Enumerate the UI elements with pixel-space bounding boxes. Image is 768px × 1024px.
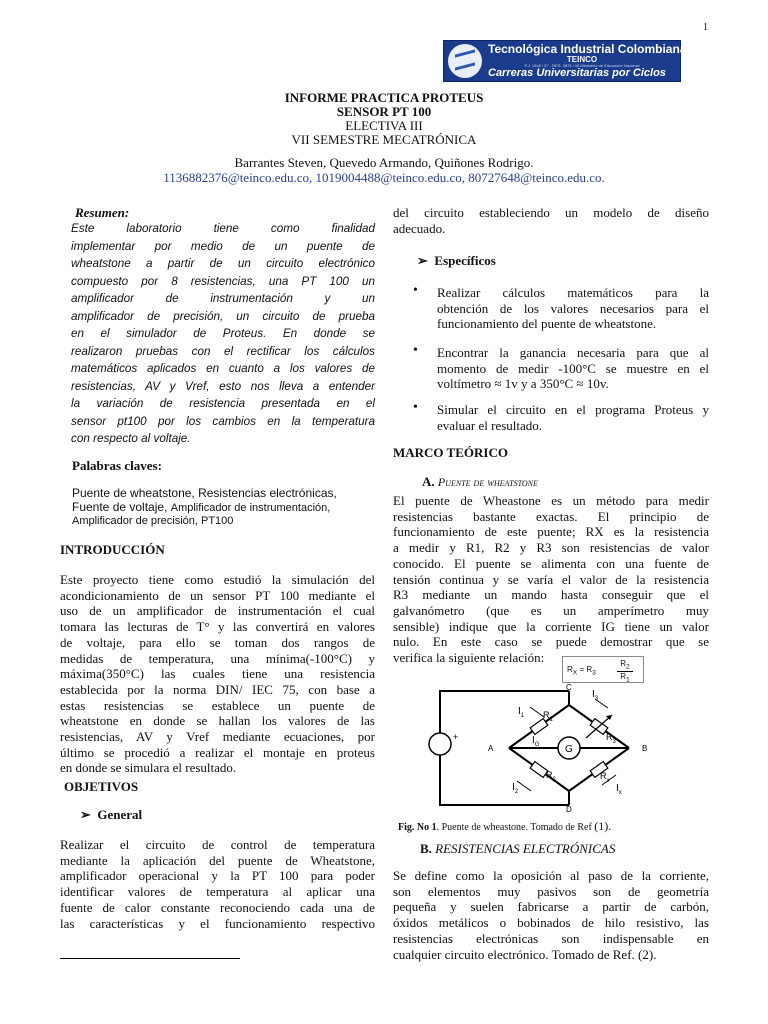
- text-line: resistencias electrónicas son indispensable en: [393, 930, 709, 946]
- text-line: con respecto al voltaje.: [71, 432, 191, 445]
- general-heading: [80, 807, 142, 823]
- section-b-text: [393, 868, 709, 962]
- section-b-heading: [420, 841, 615, 857]
- figure-caption: [398, 819, 611, 834]
- intro-heading: INTRODUCCIÓN: [60, 542, 165, 557]
- text-line: Este proyecto tiene como estudió la simulación del: [60, 572, 375, 587]
- text-line: resistencias, AV y Vref mediante ecuaciones, por: [60, 729, 375, 745]
- text-line: acondicionamiento de un sensor PT 100 mediante el: [60, 587, 375, 603]
- current-arrow-i1: [530, 707, 544, 717]
- text-line: wheatstone en donde se hallan los valores de las: [60, 713, 375, 729]
- figure-caption-text: . Puente de wheastone. Tomado de Ref: [436, 822, 595, 833]
- logo-line2: TEINCO: [566, 55, 598, 64]
- r1-symbol: R: [543, 710, 550, 720]
- footnote-divider: [60, 958, 240, 959]
- i1-symbol: I: [518, 706, 521, 717]
- current-arrow-i2: [517, 781, 531, 791]
- arrow-bullet-icon: ➢: [417, 253, 428, 268]
- text-line: la variación de resistencia presentada en el: [71, 397, 375, 410]
- continuation-text: [393, 205, 709, 236]
- formula-num-sub: 2: [626, 663, 630, 671]
- text-line: amplificador de precisión, un circuito de prueba: [71, 309, 375, 323]
- wheatstone-bridge-diagram: [420, 683, 680, 813]
- formula-denominator: [617, 672, 633, 684]
- text-line: a medir y R1, R2 y R3 son resistencias de valor: [393, 540, 709, 556]
- text-line: óxidos metálicos o bobinados de hilo resistivo, las: [393, 915, 709, 931]
- keywords-line2b: Amplificador de instrumentación,: [170, 502, 331, 514]
- text-line: funcionamiento del puente de wheatstone.: [437, 316, 657, 332]
- text-line: evaluar el resultado.: [437, 417, 543, 433]
- resistor-r1: [530, 719, 548, 735]
- formula-lhs-sub: X: [572, 669, 578, 677]
- ix-label: [616, 783, 622, 796]
- keywords-heading: Palabras claves:: [72, 458, 162, 473]
- text-line: de voltaje, para ello se toman dos rangos de: [60, 634, 375, 650]
- wire-bottom-left: [440, 755, 569, 805]
- text-line: mediante la aplicación del puente de Wheatstone,: [60, 852, 375, 868]
- node-b-label: B: [642, 744, 648, 753]
- especificos-heading-label: Específicos: [434, 253, 496, 268]
- objetivos-heading: OBJETIVOS: [64, 779, 139, 794]
- text-line: en donde se simulara el resultado.: [60, 760, 237, 776]
- figure-caption-label: Fig. No 1: [398, 822, 437, 833]
- title-line2: SENSOR PT 100: [336, 104, 432, 119]
- rx-symbol: R: [600, 771, 607, 781]
- text-line: las características y el funcionamiento respectivo: [60, 915, 375, 931]
- text-line: matemáticos aplicados en cuanto a los valores de: [71, 362, 375, 375]
- r3-symbol: R: [606, 732, 613, 742]
- text-line: conocido. El puente se alimenta con una fuente de: [393, 555, 709, 571]
- text-line: galvanómetro (que es un amperímetro muy: [393, 602, 709, 618]
- keywords-line3: Amplificador de precisión, PT100: [72, 515, 234, 527]
- text-line: Realizar cálculos matemáticos para la: [437, 285, 709, 300]
- node-d-label: D: [566, 805, 572, 813]
- i3-label: [592, 689, 599, 702]
- keywords-line2a: Fuente de voltaje,: [72, 500, 171, 514]
- r3-label: [606, 732, 617, 745]
- text-line: funcionamiento de este puente; RX es la resistencia: [393, 524, 709, 540]
- resumen-heading: Resumen:: [75, 205, 130, 220]
- text-line: establecida por la norma DIN/ IEC 75, con base a: [60, 681, 375, 697]
- ix-sub: x: [618, 790, 622, 796]
- text-line: Simular el circuito en el programa Proteus y: [437, 402, 709, 417]
- section-b-title: RESISTENCIAS ELECTRÓNICAS: [435, 841, 616, 856]
- authors: Barrantes Steven, Quevedo Armando, Quiñones Rodrigo.: [234, 155, 534, 170]
- text-line: fuente de calor constante reconociendo cada una de: [60, 899, 375, 915]
- text-line: realizaron pruebas con el rectificar los cálculos: [71, 344, 375, 358]
- formula-numerator: [617, 659, 633, 672]
- r2-sub: 2: [552, 777, 556, 783]
- i1-sub: 1: [520, 713, 525, 719]
- title-line4: VII SEMESTRE MECATRÓNICA: [291, 132, 477, 147]
- ig-sub: G: [534, 742, 540, 748]
- node-a-label: A: [488, 744, 494, 753]
- logo-line1: Tecnológica Industrial Colombiana: [488, 42, 687, 56]
- text-line: último se procedió a realizar el montaje en proteus: [60, 744, 375, 760]
- plus-sign: +: [453, 732, 459, 742]
- text-line: en el simulador de Proteus. En donde se: [71, 327, 375, 340]
- text-line: Este laboratorio tiene como finalidad: [71, 222, 375, 235]
- formula-eq: = R: [577, 665, 593, 674]
- text-line: identificar valores de temperatura al aplicar una: [60, 884, 375, 900]
- ix-symbol: I: [616, 783, 619, 794]
- formula-lhs-symbol: R: [567, 665, 573, 674]
- text-line: adecuado.: [393, 220, 446, 236]
- ig-label: [532, 735, 540, 748]
- text-line: cualquier circuito electrónico. Tomado de Ref. (2).: [393, 946, 657, 962]
- text-line: verifica la siguiente relación:: [393, 650, 545, 666]
- section-a-title: Puente de wheatstone: [437, 475, 538, 489]
- text-line: R3 mediante un mando hasta conseguir que el: [393, 587, 709, 603]
- i3-sub: 3: [594, 696, 599, 702]
- formula-lhs: [567, 665, 596, 677]
- i1-label: [518, 706, 525, 719]
- text-line: El puente de Wheastone es un método para medir: [393, 493, 709, 508]
- text-line: voltímetro ≈ 1v y a 350°C ≈ 10v.: [437, 376, 609, 392]
- logo-line3: P.J. 1948 / 97 - RES. 3875 / 08 Ministerio de Educación Nacional: [524, 63, 640, 68]
- formula-box: [562, 656, 644, 683]
- text-line: Encontrar la ganancia necesaria para que al: [437, 345, 709, 360]
- arrow-bullet-icon: ➢: [80, 807, 91, 822]
- bullet-dot-icon: •: [413, 343, 418, 358]
- formula-den: R: [620, 671, 627, 681]
- text-line: tensión continua y se varía el valor de la resistencia: [393, 571, 709, 587]
- list-item: [437, 285, 709, 332]
- text-line: implementar por medio de un puente de: [71, 239, 375, 253]
- marco-heading: MARCO TEÓRICO: [393, 445, 508, 460]
- text-line: son elementos muy pasivos son de geometría: [393, 883, 709, 899]
- text-line: resistencias bastante exactas. El principio de: [393, 508, 709, 524]
- intro-text: [60, 572, 375, 776]
- node-c-label: C: [566, 683, 572, 692]
- wire-top-left: [440, 691, 569, 733]
- text-line: momento de medir -100°C se muestre en el: [437, 360, 709, 376]
- section-a-heading: [422, 474, 538, 490]
- text-line: amplificador de instrumentación y un: [71, 292, 375, 305]
- text-line: compuesto por 8 resistencias, una PT 100 un: [71, 274, 375, 288]
- title-line1: INFORME PRACTICA PROTEUS: [284, 90, 484, 105]
- text-line: Se define como la oposición al paso de la corriente,: [393, 868, 709, 883]
- text-line: pequeña y suelen fabricarse a partir de carbón,: [393, 899, 709, 915]
- rx-sub: x: [606, 778, 610, 784]
- r3-sub: 3: [612, 739, 616, 745]
- text-line: sensible) indique que la corriente IG tiene un valor: [393, 618, 709, 634]
- i3-symbol: I: [592, 689, 595, 700]
- voltage-source: [429, 733, 451, 755]
- formula-num: R: [620, 659, 627, 668]
- section-b-label: B.: [420, 841, 432, 856]
- page-number: 1: [703, 22, 708, 33]
- keywords-line1: Puente de wheatstone, Resistencias electrónicas,: [72, 486, 337, 500]
- list-item: [437, 345, 709, 392]
- bullet-dot-icon: •: [413, 283, 418, 298]
- i2-sub: 2: [514, 789, 519, 795]
- text-line: obtención de los valores necesarios para el: [437, 300, 709, 316]
- text-line: resistencias, AV y Vref, esto nos lleva a entender: [71, 379, 375, 393]
- general-text: [60, 837, 375, 931]
- i2-label: [512, 782, 519, 795]
- text-line: Realizar el circuito de control de temperatura: [60, 837, 375, 852]
- bullet-dot-icon: •: [413, 400, 418, 415]
- r2-label: [546, 770, 557, 783]
- text-line: wheatstone a partir de un circuito electrónico: [71, 257, 375, 270]
- formula-den-sub: 1: [626, 676, 630, 684]
- logo-emblem-icon: [448, 44, 482, 78]
- i2-symbol: I: [512, 782, 515, 793]
- resumen-text: [71, 220, 375, 448]
- text-line: tomara las lecturas de T° y las convertirá en valores: [60, 619, 375, 635]
- text-line: del circuito estableciendo un modelo de diseño: [393, 205, 709, 220]
- text-line: nulo. En este caso se puede demostrar que se: [393, 634, 709, 650]
- list-item: [437, 402, 709, 433]
- section-a-text: [393, 493, 709, 666]
- institution-logo: [443, 40, 687, 82]
- formula-r3-sub: 3: [592, 669, 596, 677]
- text-line: medidas de temperatura, una mínima(-100°C) y: [60, 650, 375, 666]
- rx-label: [600, 771, 610, 784]
- galvanometer-label: G: [565, 744, 573, 755]
- figure-caption-ref: (1).: [594, 819, 612, 833]
- general-heading-label: General: [97, 807, 143, 822]
- ig-symbol: I: [532, 735, 535, 746]
- text-line: uso de un amplificador de instrumentación el cual: [60, 603, 375, 619]
- text-line: estas resistencias se establece un puente de: [60, 697, 375, 713]
- title-line3: ELECTIVA III: [345, 118, 423, 133]
- text-line: amplificador operacional y la PT 100 para poder: [60, 868, 375, 884]
- especificos-heading: [417, 253, 496, 269]
- author-emails: 1136882376@teinco.edu.co, 1019004488@teinco.edu.co, 80727648@teinco.edu.co.: [163, 170, 605, 185]
- text-line: máxima(350°C) las cuales tiene una resistencia: [60, 666, 375, 682]
- text-line: sensor pt100 por los cambios en la temperatura: [71, 414, 375, 428]
- formula-fraction: [617, 659, 633, 683]
- r2-symbol: R: [546, 770, 553, 780]
- r1-sub: 1: [549, 717, 553, 723]
- logo-line4: Carreras Universitarias por Ciclos: [488, 67, 666, 79]
- section-a-label: A.: [422, 474, 435, 489]
